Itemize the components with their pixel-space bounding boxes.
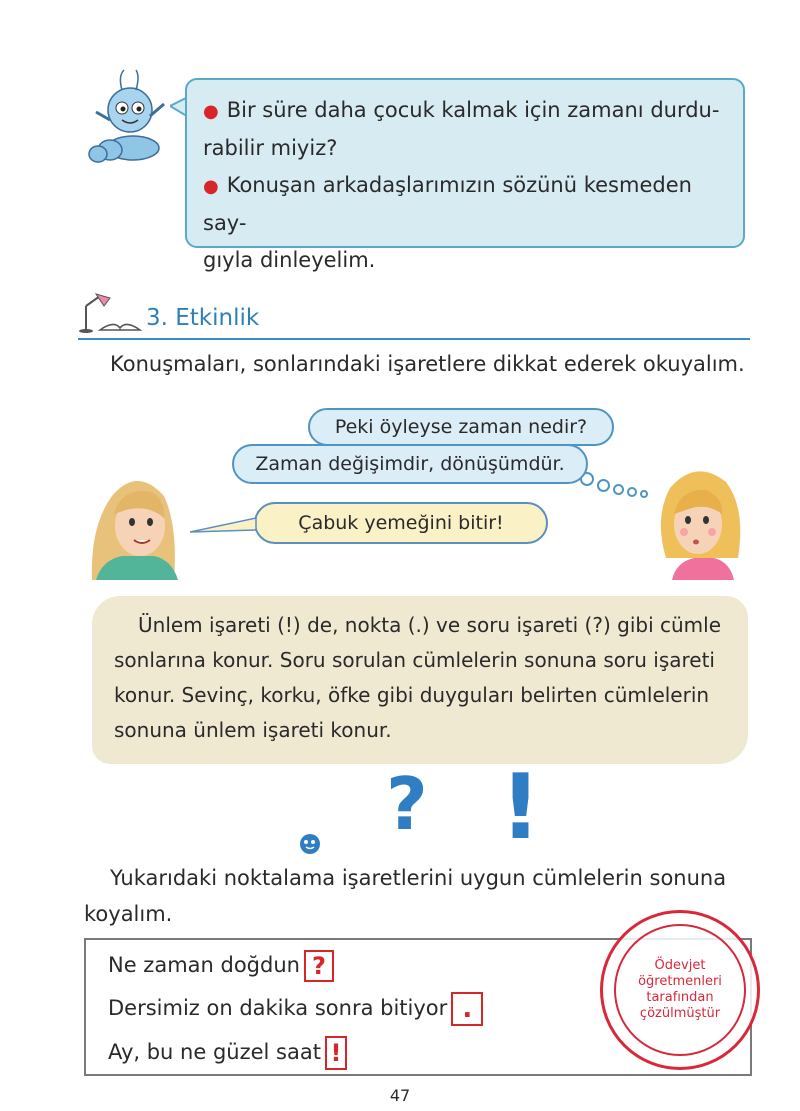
girl-thinking-illustration — [650, 458, 750, 580]
dot-character-icon — [298, 832, 322, 860]
speech-bubble-command — [254, 502, 548, 544]
tip-bullet1-line1: Bir süre daha çocuk kalmak için zamanı durdu- — [226, 98, 720, 122]
thought-circle — [613, 484, 624, 495]
page-number: 47 — [389, 1086, 411, 1105]
answer-mark-2: . — [451, 992, 483, 1026]
exclamation-mark-character-icon — [500, 755, 542, 860]
answer-mark-3: ! — [325, 1036, 347, 1070]
tip-bullet1-line2: rabilir miyiz? — [203, 136, 338, 160]
section-divider — [78, 338, 750, 340]
info-line1: Ünlem işareti (!) de, nokta (.) ve soru işareti (?) gibi cümle — [138, 613, 721, 637]
answer-row-1 — [108, 950, 334, 982]
stamp-line4: çözülmüştür — [639, 1006, 721, 1021]
info-box — [92, 596, 748, 764]
answer-sentence-1: Ne zaman doğdun — [108, 953, 300, 977]
tip-bullet2-line2: gıyla dinleyelim. — [203, 248, 376, 272]
task-line2: koyalım. — [84, 902, 173, 926]
thought-circle — [640, 490, 648, 498]
stamp-line1: Ödevjet — [654, 958, 706, 973]
caterpillar-illustration — [78, 66, 178, 176]
tip-bullet2-line1: Konuşan arkadaşlarımızın sözünü kesmeden say- — [203, 173, 692, 235]
thought-circle — [597, 479, 610, 492]
question-mark-character-icon — [386, 764, 428, 844]
answer-mark-1: ? — [304, 950, 334, 982]
instruction-text: Konuşmaları, sonlarındaki işaretlere dikkat ederek okuyalım. — [110, 352, 745, 376]
info-line3: konur. Sevinç, korku, öfke gibi duyguları belirten cümlelerin — [114, 683, 710, 707]
bullet-icon: ● — [203, 176, 219, 197]
task-line1: Yukarıdaki noktalama işaretlerini uygun cümlelerin sonuna — [110, 866, 727, 890]
reading-lamp-book-icon — [76, 290, 142, 338]
answer-row-2 — [108, 992, 483, 1026]
stamp-inner-ring — [614, 924, 746, 1056]
girl-talking-illustration — [82, 456, 192, 580]
answer-row-3 — [108, 1036, 347, 1070]
odevjet-stamp — [600, 910, 760, 1070]
answer-sentence-3: Ay, bu ne güzel saat — [108, 1040, 321, 1064]
answer-sentence-2: Dersimiz on dakika sonra bitiyor — [108, 996, 448, 1020]
thought-circle — [627, 487, 637, 497]
section-title: 3. Etkinlik — [146, 305, 260, 331]
speech-bubble-tail — [190, 516, 260, 540]
bullet-icon: ● — [203, 101, 219, 122]
exclamation-glyph: ! — [500, 755, 542, 860]
info-line2: sonlarına konur. Soru sorulan cümlelerin sonuna soru işareti — [114, 648, 715, 672]
tip-box — [185, 78, 745, 272]
bubble-question-text: Peki öyleyse zaman nedir? — [334, 416, 588, 438]
info-line4: sonuna ünlem işareti konur. — [114, 718, 392, 742]
stamp-line3: tarafından — [646, 990, 714, 1005]
stamp-line2: öğretmenleri — [638, 974, 722, 989]
speech-bubble-question — [308, 408, 614, 446]
bubble-command-text: Çabuk yemeğini bitir! — [298, 512, 504, 534]
bubble-answer-text: Zaman değişimdir, dönüşümdür. — [255, 453, 565, 475]
speech-bubble-answer — [232, 444, 588, 484]
question-mark-glyph: ? — [386, 762, 428, 846]
